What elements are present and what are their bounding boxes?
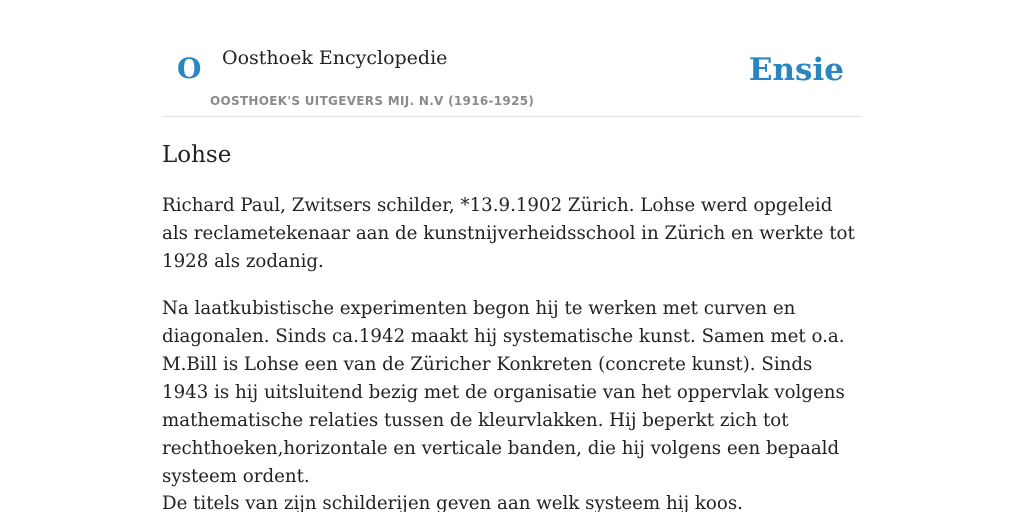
article-paragraph: Richard Paul, Zwitsers schilder, *13.9.1902 Zürich. Lohse werd opgeleid als reclametekenaar aan de kunstnijverheidsschool in Zürich en werkte tot 1928 als zodanig. (162, 195, 855, 272)
site-logo[interactable]: O (177, 52, 202, 85)
article-paragraph: De titels van zijn schilderijen geven aan welk systeem hij koos. (162, 493, 743, 512)
page-container (162, 0, 862, 512)
site-header (162, 0, 862, 117)
site-title[interactable]: Oosthoek Encyclopedie (222, 47, 448, 69)
ensie-brand-link[interactable]: Ensie (748, 52, 844, 88)
article-title: Lohse (162, 142, 232, 168)
publisher-subtitle: OOSTHOEK'S UITGEVERS MIJ. N.V (1916-1925) (210, 94, 535, 108)
article-paragraph: Na laatkubistische experimenten begon hij te werken met curven en diagonalen. Sinds ca.1942 maakt hij systematische kunst. Samen met o.a. M.Bill is Lohse een van de Züricher Konkreten (concrete kunst). Sinds 1943 is hij uitsluitend bezig met de organisatie van het oppervlak volgens mathematische relaties tussen de kleurvlakken. Hij beperkt zich tot rechthoeken,horizontale en verticale banden, die hij volgens een bepaald systeem ordent. (162, 298, 845, 487)
